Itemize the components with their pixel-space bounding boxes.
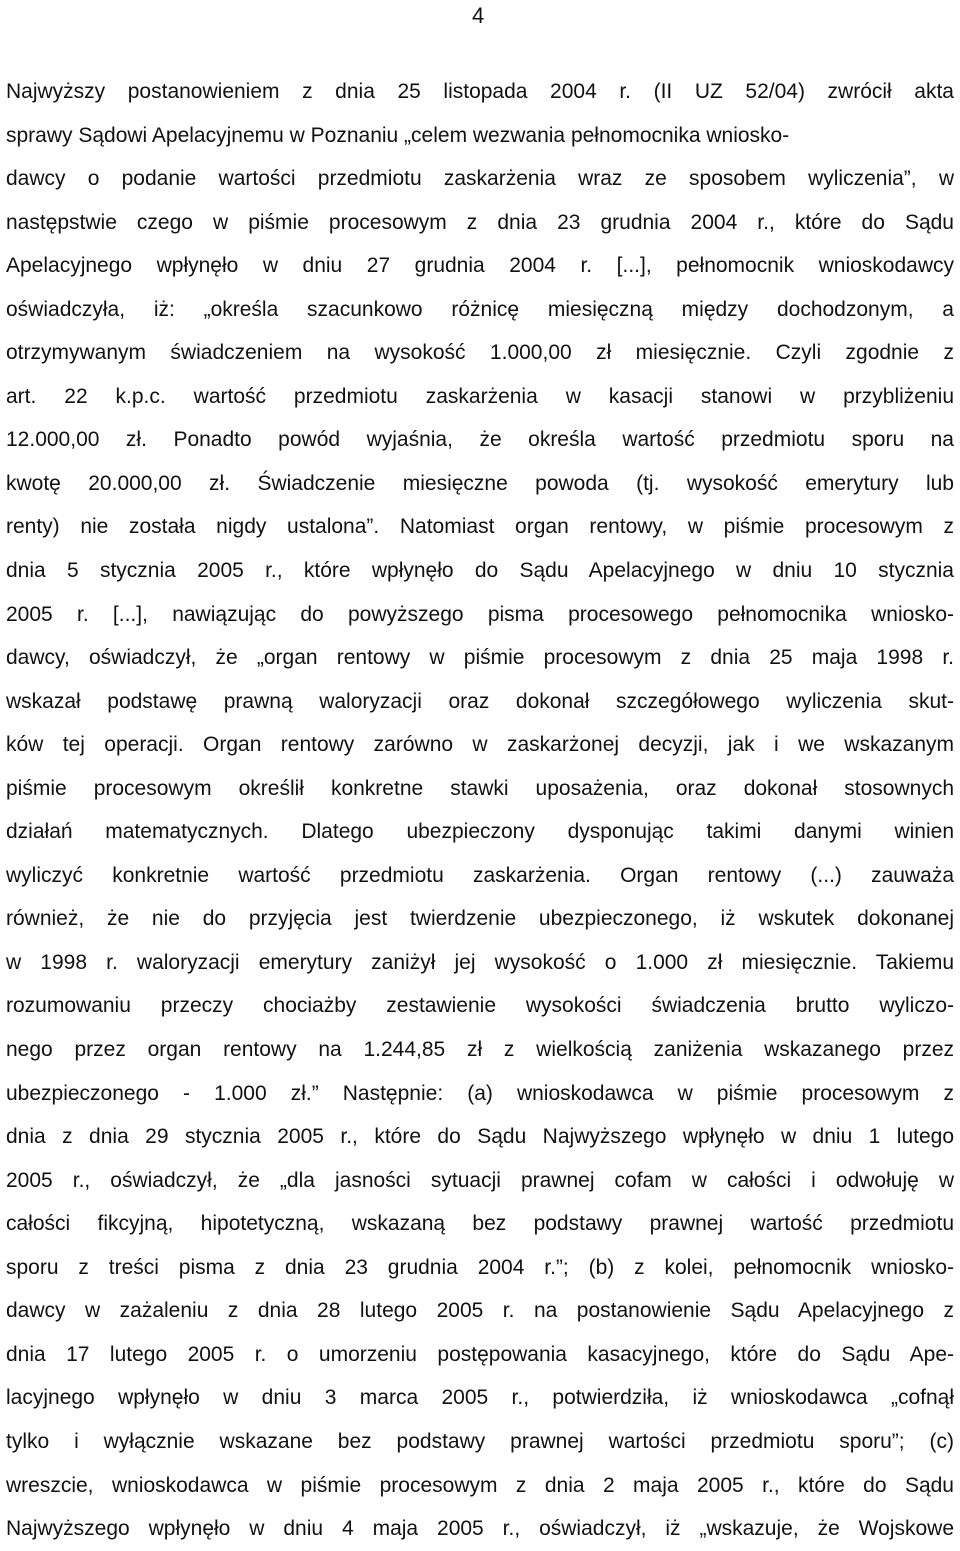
text-line: sprawy Sądowi Apelacyjnemu w Poznaniu „celem wezwania pełnomocnika wniosko- [6, 123, 790, 147]
text-line: całości fikcyjną, hipotetyczną, wskazaną bez podstawy prawnej wartość przedmiotu [6, 1212, 954, 1236]
text-line: Najwyższego wpłynęło w dniu 4 maja 2005 r., oświadczył, iż „wskazuje, że Wojskowe [6, 1517, 954, 1541]
text-line: wskazał podstawę prawną waloryzacji oraz dokonał szczegółowego wyliczenia skut- [6, 689, 954, 713]
text-line: ków tej operacji. Organ rentowy zarówno w zaskarżonej decyzji, jak i we wskazanym [6, 733, 954, 757]
text-line: również, że nie do przyjęcia jest twierdzenie ubezpieczonego, iż wskutek dokonanej [6, 907, 954, 931]
text-line: wreszcie, wnioskodawca w piśmie procesowym z dnia 2 maja 2005 r., które do Sądu [6, 1473, 954, 1497]
text-line: sporu z treści pisma z dnia 23 grudnia 2004 r.”; (b) z kolei, pełnomocnik wniosko- [6, 1255, 954, 1279]
text-line: dnia z dnia 29 stycznia 2005 r., które do Sądu Najwyższego wpłynęło w dniu 1 lutego [6, 1125, 954, 1149]
text-line: renty) nie została nigdy ustalona”. Natomiast organ rentowy, w piśmie procesowym z [6, 515, 954, 539]
text-line: w 1998 r. waloryzacji emerytury zaniżył jej wysokość o 1.000 zł miesięcznie. Takiemu [6, 950, 954, 974]
text-line: ubezpieczonego - 1.000 zł.” Następnie: (a) wnioskodawca w piśmie procesowym z [6, 1081, 954, 1105]
text-line: 2005 r., oświadczył, że „dla jasności sytuacji prawnej cofam w całości i odwołuję w [6, 1168, 954, 1192]
text-line: oświadczyła, iż: „określa szacunkowo różnicę miesięczną między dochodzonym, a [6, 297, 954, 321]
text-line: otrzymywanym świadczeniem na wysokość 1.000,00 zł miesięcznie. Czyli zgodnie z [6, 341, 954, 365]
text-line: dnia 17 lutego 2005 r. o umorzeniu postępowania kasacyjnego, które do Sądu Ape- [6, 1342, 954, 1366]
text-line: wyliczyć konkretnie wartość przedmiotu zaskarżenia. Organ rentowy (...) zauważa [6, 863, 954, 887]
text-line: dnia 5 stycznia 2005 r., które wpłynęło do Sądu Apelacyjnego w dniu 10 stycznia [6, 559, 954, 583]
text-line: nego przez organ rentowy na 1.244,85 zł z wielkością zaniżenia wskazanego przez [6, 1038, 954, 1062]
text-line: 2005 r. [...], nawiązując do powyższego pisma procesowego pełnomocnika wniosko- [6, 602, 954, 626]
text-line: Apelacyjnego wpłynęło w dniu 27 grudnia 2004 r. [...], pełnomocnik wnioskodawcy [6, 254, 954, 278]
text-line: tylko i wyłącznie wskazane bez podstawy prawnej wartości przedmiotu sporu”; (c) [6, 1429, 954, 1453]
page-number: 4 [472, 3, 485, 28]
text-line: dawcy, oświadczył, że „organ rentowy w piśmie procesowym z dnia 25 maja 1998 r. [6, 646, 954, 670]
text-line: lacyjnego wpłynęło w dniu 3 marca 2005 r., potwierdziła, iż wnioskodawca „cofnął [6, 1386, 954, 1410]
text-line: art. 22 k.p.c. wartość przedmiotu zaskarżenia w kasacji stanowi w przybliżeniu [6, 384, 954, 408]
text-line: piśmie procesowym określił konkretne stawki uposażenia, oraz dokonał stosownych [6, 776, 954, 800]
text-line: dawcy w zażaleniu z dnia 28 lutego 2005 r. na postanowienie Sądu Apelacyjnego z [6, 1299, 954, 1323]
text-line: 12.000,00 zł. Ponadto powód wyjaśnia, że określa wartość przedmiotu sporu na [6, 428, 954, 452]
text-line: dawcy o podanie wartości przedmiotu zaskarżenia wraz ze sposobem wyliczenia”, w [6, 167, 954, 191]
body-text [6, 70, 954, 1551]
text-line: działań matematycznych. Dlatego ubezpieczony dysponując takimi danymi winien [6, 820, 954, 844]
text-line: kwotę 20.000,00 zł. Świadczenie miesięczne powoda (tj. wysokość emerytury lub [6, 471, 954, 495]
text-line: następstwie czego w piśmie procesowym z dnia 23 grudnia 2004 r., które do Sądu [6, 210, 954, 234]
text-line: Najwyższy postanowieniem z dnia 25 listopada 2004 r. (II UZ 52/04) zwrócił akta [6, 80, 954, 103]
text-line: rozumowaniu przeczy chociażby zestawienie wysokości świadczenia brutto wyliczo- [6, 994, 954, 1018]
